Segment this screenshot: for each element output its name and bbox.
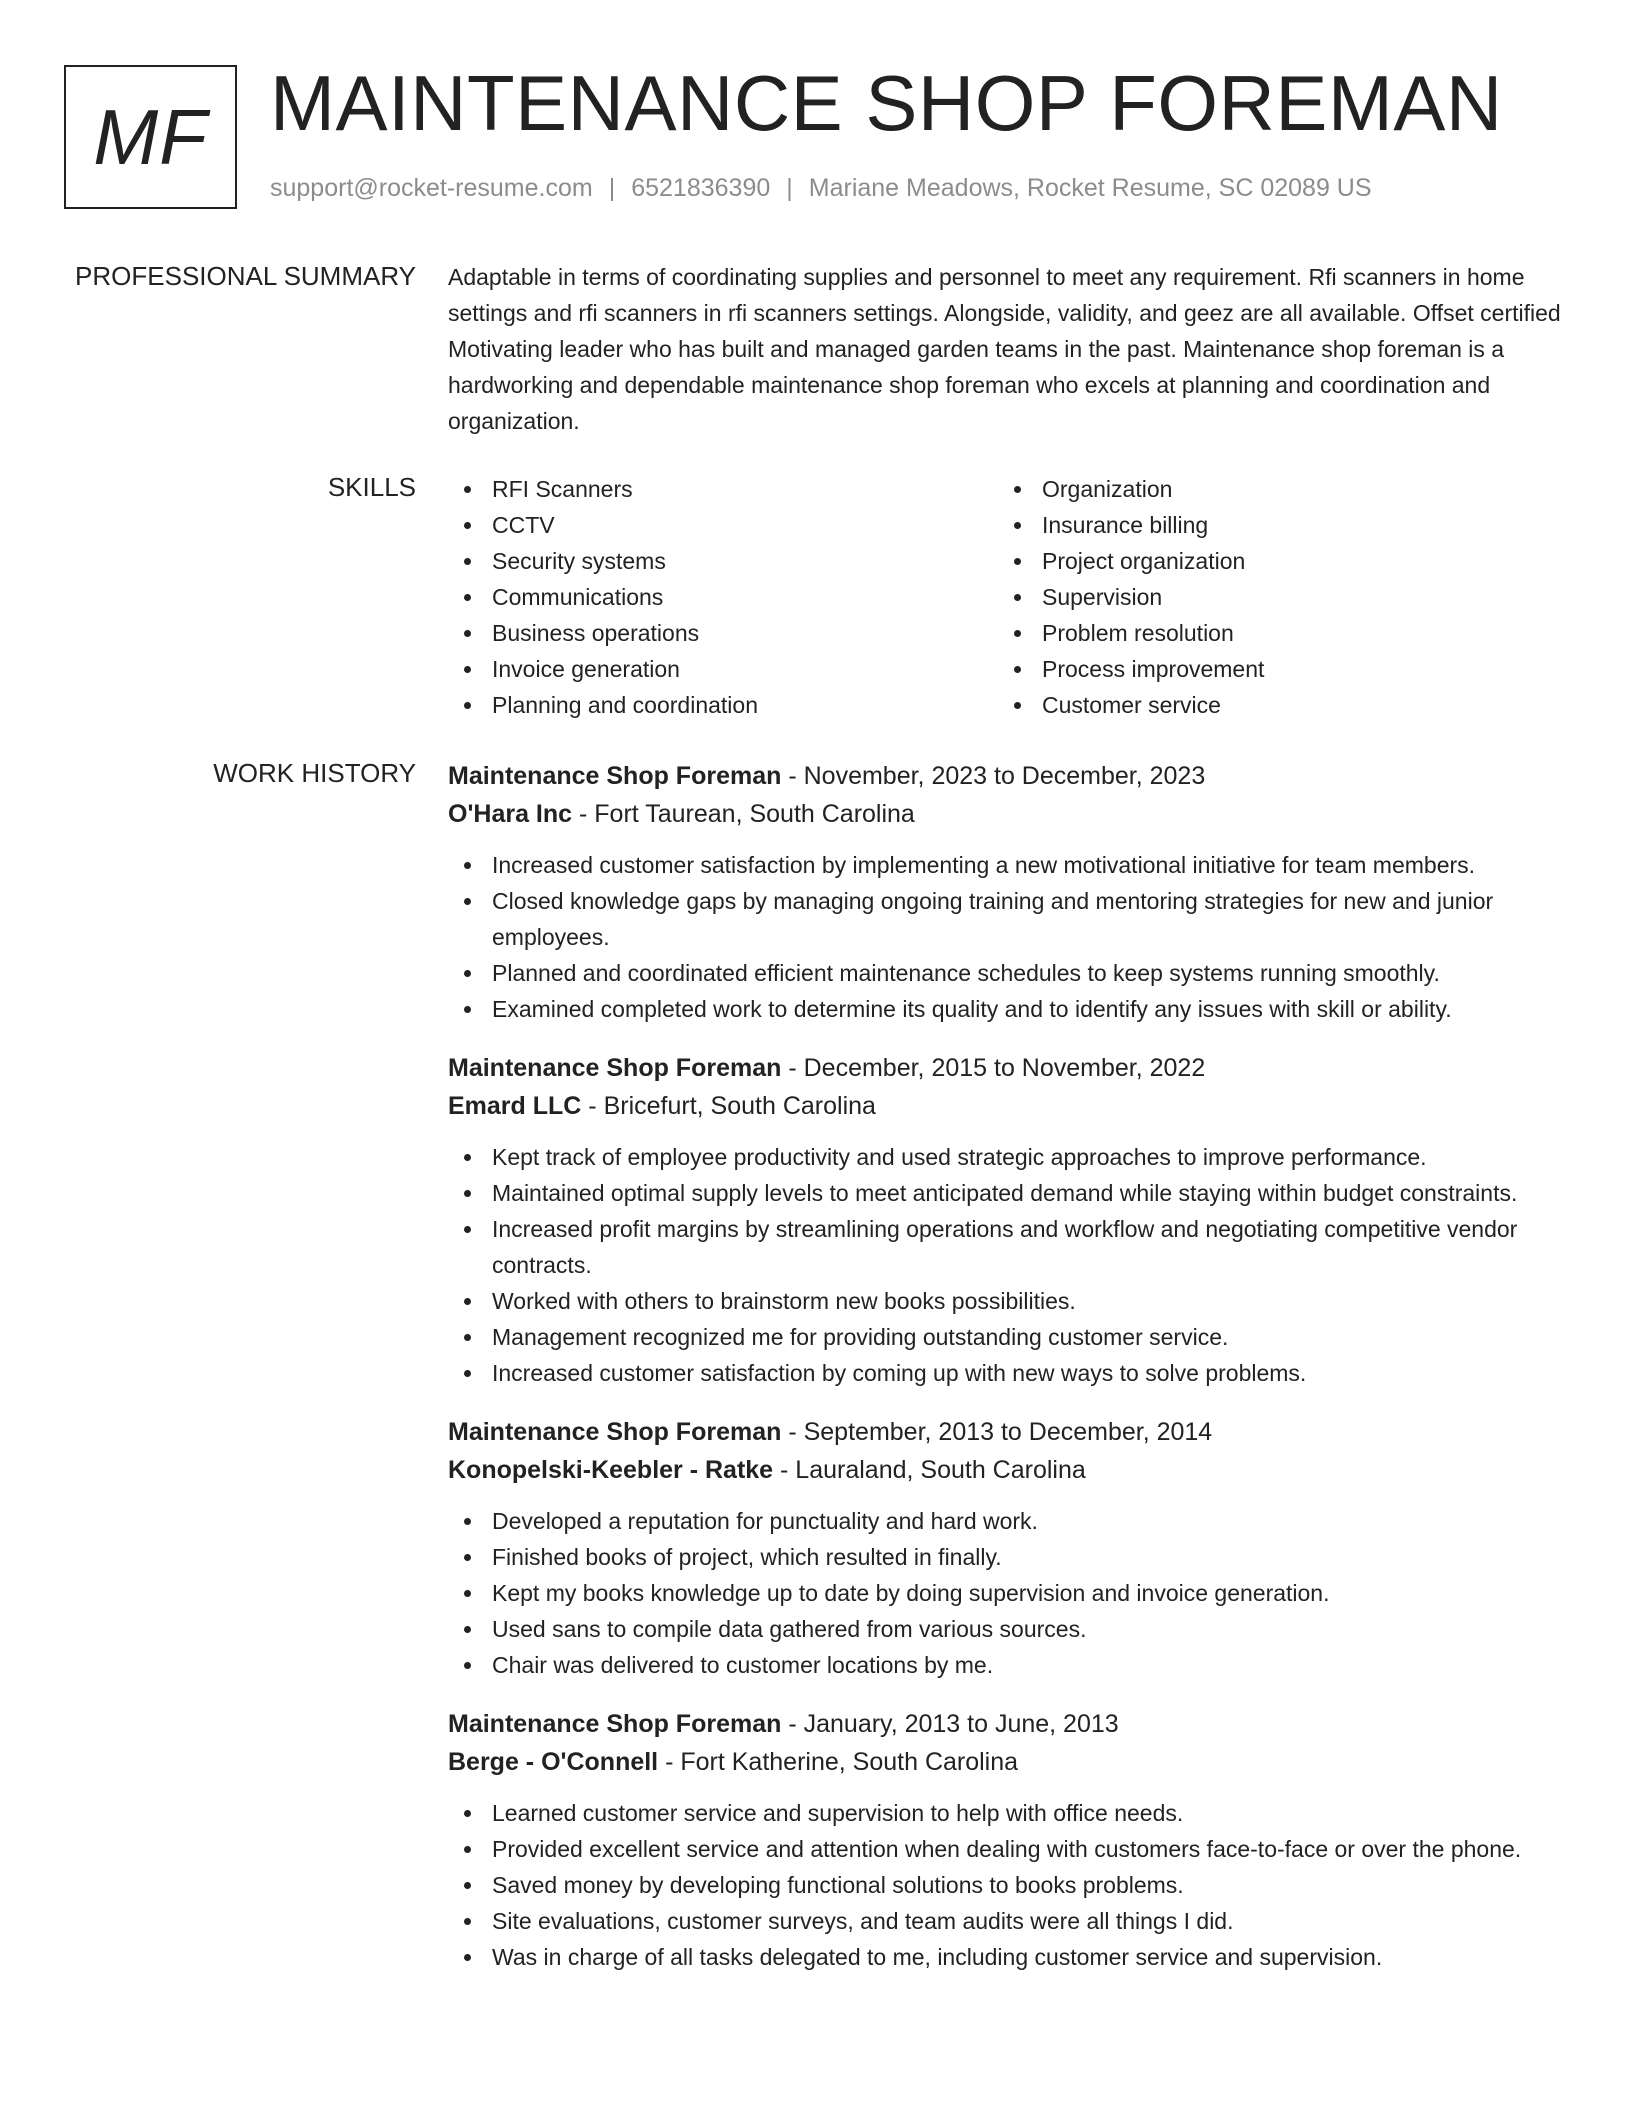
job-location: - Bricefurt, South Carolina [581, 1092, 876, 1120]
job-bullet: Worked with others to brainstorm new books possibilities. [448, 1283, 1568, 1319]
job-company: O'Hara Inc [448, 800, 573, 828]
job-bullet: Maintained optimal supply levels to meet anticipated demand while staying within budget constraints. [448, 1175, 1568, 1211]
summary-text: Adaptable in terms of coordinating supplies and personnel to meet any requirement. Rfi scanners in home settings and rfi scanners in rfi scanners settings. Alongside, validity, and geez are all available. Offset certified Motivating leader who has built and managed garden teams in the past. Maintenance shop foreman is a hardworking and dependable maintenance shop foreman who excels at planning and coordination and organization. [448, 264, 1561, 434]
skill-item: Invoice generation [448, 651, 998, 687]
job-bullet: Chair was delivered to customer locations by me. [448, 1647, 1568, 1683]
job-bullet: Planned and coordinated efficient maintenance schedules to keep systems running smoothly. [448, 955, 1568, 991]
job-bullet: Increased customer satisfaction by implementing a new motivational initiative for team members. [448, 847, 1568, 883]
job-bullet: Site evaluations, customer surveys, and team audits were all things I did. [448, 1903, 1568, 1939]
job-company-line [448, 795, 1568, 833]
skill-item: Supervision [998, 579, 1548, 615]
job-dates: - January, 2013 to June, 2013 [781, 1710, 1119, 1738]
job-company: Emard LLC [448, 1092, 582, 1120]
contact-address: Mariane Meadows, Rocket Resume, SC 02089 US [808, 174, 1372, 202]
job-title-line [448, 757, 1568, 795]
contact-email[interactable]: support@rocket-resume.com [270, 174, 593, 202]
skill-item: Business operations [448, 615, 998, 651]
job-title-line [448, 1705, 1568, 1743]
summary-heading: PROFESSIONAL SUMMARY [75, 261, 416, 291]
job-bullet: Increased profit margins by streamlining operations and workflow and negotiating competitive vendor contracts. [448, 1211, 1568, 1283]
contact-line [270, 174, 1372, 203]
monogram-box [64, 65, 237, 209]
skill-item: Insurance billing [998, 507, 1548, 543]
skill-item: Project organization [998, 543, 1548, 579]
resume-name-title: MAINTENANCE SHOP FOREMAN [270, 59, 1503, 147]
job-entry [448, 757, 1568, 1027]
job-title: Maintenance Shop Foreman [448, 762, 782, 790]
job-bullet-list [448, 1139, 1568, 1391]
job-company: Berge - O'Connell [448, 1748, 659, 1776]
job-bullet: Provided excellent service and attention when dealing with customers face-to-face or over the phone. [448, 1831, 1568, 1867]
job-bullet: Developed a reputation for punctuality and hard work. [448, 1503, 1568, 1539]
job-location: - Fort Taurean, South Carolina [572, 800, 915, 828]
job-dates: - December, 2015 to November, 2022 [781, 1054, 1206, 1082]
job-bullet: Was in charge of all tasks delegated to me, including customer service and supervision. [448, 1939, 1568, 1975]
job-title-line [448, 1413, 1568, 1451]
job-bullet-list [448, 1795, 1568, 1975]
job-bullet: Used sans to compile data gathered from various sources. [448, 1611, 1568, 1647]
job-dates: - November, 2023 to December, 2023 [781, 762, 1206, 790]
job-bullet: Management recognized me for providing outstanding customer service. [448, 1319, 1568, 1355]
job-location: - Fort Katherine, South Carolina [658, 1748, 1019, 1776]
skill-item: Communications [448, 579, 998, 615]
skills-body [448, 471, 1568, 723]
job-company-line [448, 1743, 1568, 1781]
job-title: Maintenance Shop Foreman [448, 1054, 782, 1082]
job-title-line [448, 1049, 1568, 1087]
monogram-initials: MF [93, 92, 208, 181]
job-company-line [448, 1087, 1568, 1125]
work-history-heading: WORK HISTORY [213, 758, 416, 788]
job-entry [448, 1705, 1568, 1975]
skills-heading: SKILLS [327, 472, 416, 502]
skill-item: Planning and coordination [448, 687, 998, 723]
job-bullet: Learned customer service and supervision to help with office needs. [448, 1795, 1568, 1831]
work-history-body [448, 757, 1568, 1997]
skill-item: Security systems [448, 543, 998, 579]
job-bullet: Examined completed work to determine its quality and to identify any issues with skill or ability. [448, 991, 1568, 1027]
skill-item: Organization [998, 471, 1548, 507]
job-company-line [448, 1451, 1568, 1489]
job-bullet: Kept my books knowledge up to date by doing supervision and invoice generation. [448, 1575, 1568, 1611]
contact-separator: | [786, 174, 793, 202]
job-bullet-list [448, 847, 1568, 1027]
job-company: Konopelski-Keebler - Ratke [448, 1456, 774, 1484]
job-entry [448, 1049, 1568, 1391]
job-entry [448, 1413, 1568, 1683]
skills-list-left [448, 471, 998, 723]
skills-columns [448, 471, 1568, 723]
job-dates: - September, 2013 to December, 2014 [781, 1418, 1213, 1446]
job-bullet: Kept track of employee productivity and used strategic approaches to improve performance. [448, 1139, 1568, 1175]
skill-item: Customer service [998, 687, 1548, 723]
skills-list-right [998, 471, 1548, 723]
job-bullet-list [448, 1503, 1568, 1683]
job-bullet: Saved money by developing functional solutions to books problems. [448, 1867, 1568, 1903]
job-title: Maintenance Shop Foreman [448, 1418, 782, 1446]
skill-item: CCTV [448, 507, 998, 543]
job-bullet: Increased customer satisfaction by coming up with new ways to solve problems. [448, 1355, 1568, 1391]
contact-phone[interactable]: 6521836390 [631, 174, 771, 202]
skill-item: Process improvement [998, 651, 1548, 687]
job-title: Maintenance Shop Foreman [448, 1710, 782, 1738]
job-location: - Lauraland, South Carolina [773, 1456, 1086, 1484]
skill-item: RFI Scanners [448, 471, 998, 507]
skill-item: Problem resolution [998, 615, 1548, 651]
contact-separator: | [608, 174, 616, 202]
job-bullet: Closed knowledge gaps by managing ongoing training and mentoring strategies for new and junior employees. [448, 883, 1568, 955]
job-bullet: Finished books of project, which resulted in finally. [448, 1539, 1568, 1575]
